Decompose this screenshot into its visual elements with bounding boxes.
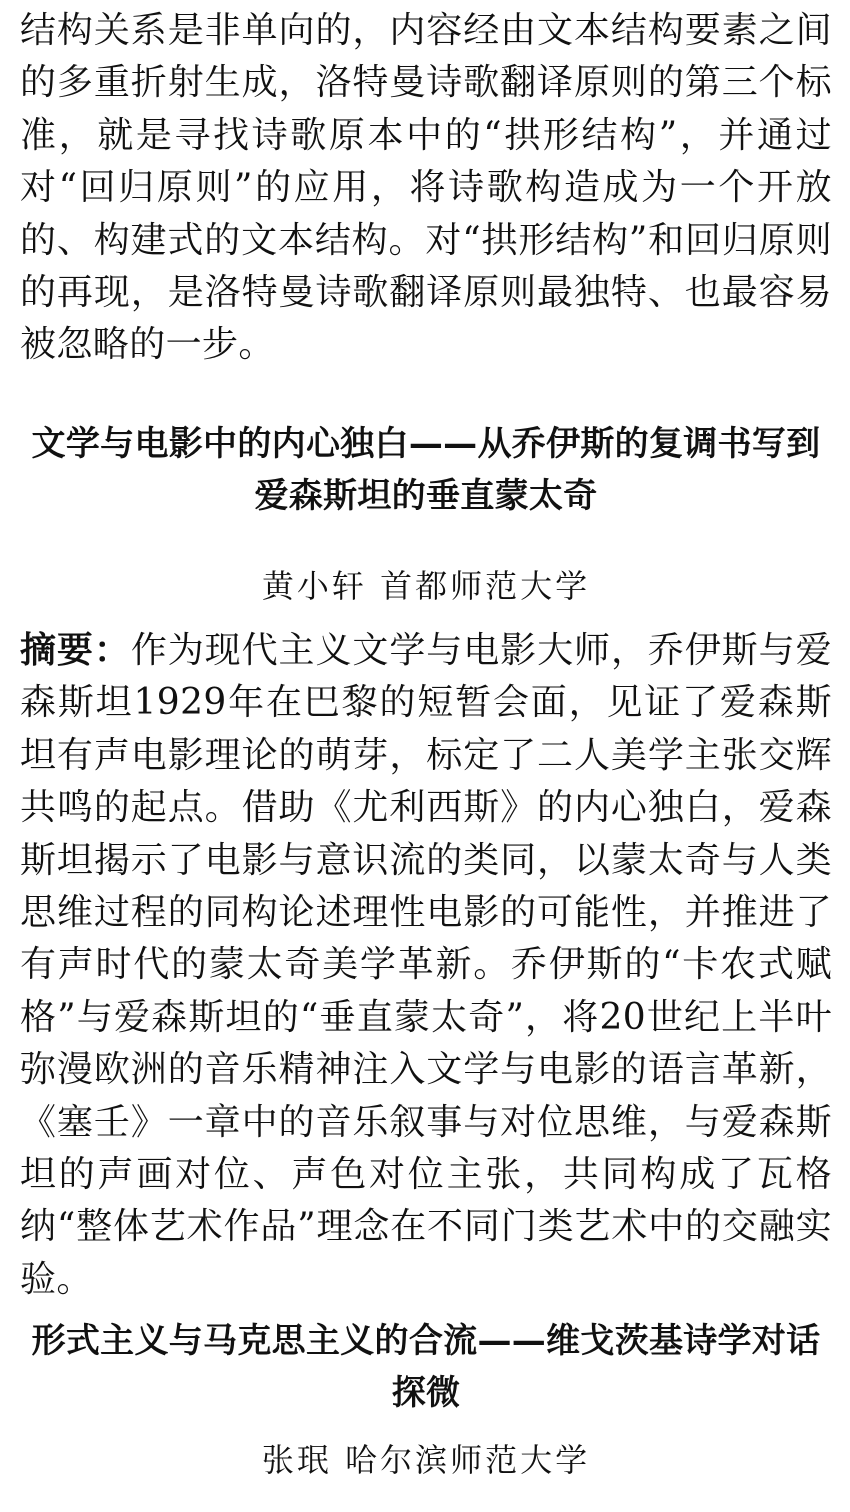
author-name: 黄小轩: [261, 567, 367, 605]
article-title: 形式主义与马克思主义的合流——维戈茨基诗学对话探微: [31, 1321, 821, 1413]
abstract-text: 作为现代主义文学与电影大师，乔伊斯与爱森斯坦1929年在巴黎的短暂会面，见证了爱森斯坦有声电影理论的萌芽，标定了二人美学主张交辉共鸣的起点。借助《尤利西斯》的内心独白，爱森斯坦揭示了电影与意识流的类同，以蒙太奇与人类思维过程的同构论述理性电影的可能性，并推进了有声时代的蒙太奇美学革新。乔伊斯的“卡农式赋格”与爱森斯坦的“垂直蒙太奇”，将20世纪上半叶弥漫欧洲的音乐精神注入文学与电影的语言革新，《塞壬》一章中的音乐叙事与对位思维，与爱森斯坦的声画对位、声色对位主张，共同构成了瓦格纳“整体艺术作品”理念在不同门类艺术中的交融实验。: [20, 630, 833, 1300]
abstract-label: 摘要：: [20, 630, 131, 671]
abstract-paragraph: [20, 625, 832, 1306]
author-line: [20, 560, 832, 612]
article-title: 文学与电影中的内心独白——从乔伊斯的复调书写到爱森斯坦的垂直蒙太奇: [31, 424, 821, 516]
author-affiliation: 哈尔滨师范大学: [345, 1441, 591, 1479]
author-line: [20, 1434, 832, 1486]
continuation-paragraph: 结构关系是非单向的，内容经由文本结构要素之间的多重折射生成，洛特曼诗歌翻译原则的第三个标准，就是寻找诗歌原本中的“拱形结构”，并通过对“回归原则”的应用，将诗歌构造成为一个开放的、构建式的文本结构。对“拱形结构”和回归原则的再现，是洛特曼诗歌翻译原则最独特、也最容易被忽略的一步。: [20, 10, 832, 366]
author-affiliation: 首都师范大学: [380, 567, 591, 605]
author-name: 张珉: [261, 1441, 332, 1479]
